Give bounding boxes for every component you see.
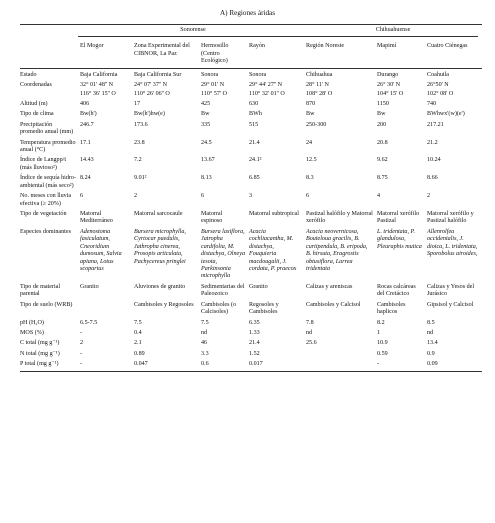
table-cell: nd [306, 329, 313, 336]
table-cell: 7.8 [306, 319, 314, 326]
site-header: Región Noreste [304, 39, 375, 68]
table-cell: 26°50' N [427, 82, 449, 89]
table-cell: Matorral sarcocaule [134, 211, 183, 218]
table-cell: Baja California Sur [134, 71, 182, 78]
table-cell: 23.8 [134, 139, 145, 146]
table-cell: 20.8 [377, 139, 388, 146]
table-cell: Matorral xerófilo y Pastizal halófilo [427, 211, 474, 225]
table-cell: 10.9 [377, 340, 388, 347]
table-cell: 26° 30' N [377, 82, 401, 89]
table-row [20, 119, 482, 137]
table-cell: 13.67 [201, 157, 215, 164]
table-cell: 108° 28' O [306, 90, 333, 97]
table-cell: Matorral espinoso [201, 211, 223, 225]
table-cell: nd [201, 329, 208, 336]
table-cell: - [80, 350, 83, 357]
table-cell: 8.24 [80, 175, 91, 182]
table-cell: 17.1 [80, 139, 91, 146]
species-text: Bursera microphylla, Cyrtocar paedulis, Jathropha cinerea, Prosopis articulata, Pachycereus pringlei [134, 228, 186, 265]
table-cell: 24° 07' 37'' N [134, 82, 167, 89]
table-cell: BWh [249, 111, 262, 118]
table-cell [304, 226, 375, 281]
row-label: P total (mg g⁻¹) [20, 358, 78, 371]
table-cell: 1.52 [249, 350, 260, 357]
table-row [20, 79, 482, 89]
table-cell: 8.75 [377, 175, 388, 182]
table-cell: Matorral Mediterráneo [80, 211, 113, 225]
row-label [20, 90, 78, 98]
table-row [20, 337, 482, 347]
table-cell: 8.2 [377, 319, 385, 326]
table-cell: 8.66 [427, 175, 438, 182]
table-row [20, 137, 482, 155]
table-cell: 6 [201, 193, 205, 200]
table-cell: 28° 11' N [306, 82, 329, 89]
table-cell: 29° 44' 27'' N [249, 82, 282, 89]
table-cell: Bw [306, 111, 315, 118]
table-cell: 8.5 [427, 319, 435, 326]
row-label: MOS (%) [20, 329, 44, 336]
table-cell: Bw(h')hw(e) [134, 111, 165, 118]
table-cell: nd [427, 329, 434, 336]
row-label: Coordenadas [20, 82, 52, 89]
table-cell: 32° 01' 48'' N [80, 82, 113, 89]
table-cell: - [375, 358, 425, 371]
table-cell: 246.7 [80, 121, 94, 128]
table-cell: 2.1 [134, 340, 142, 347]
table-cell: 21.2 [427, 139, 438, 146]
table-cell: 1150 [377, 100, 389, 107]
table-cell: 110° 57' O [201, 90, 227, 97]
table-cell: Pastizal halófilo y Matorral xerófilo [306, 211, 373, 225]
table-cell: 3.3 [201, 350, 209, 357]
table-cell: 630 [249, 100, 259, 107]
table-row [20, 208, 482, 226]
table-cell: 173.6 [134, 121, 148, 128]
row-label: pH (H₂O) [20, 319, 44, 326]
table-cell: 250-300 [306, 121, 327, 128]
table-cell: 12.5 [306, 157, 317, 164]
table-cell: 6.35 [249, 319, 260, 326]
table-cell: 200 [377, 121, 387, 128]
table-cell: Calizas y Yesos del Jurásico [427, 283, 475, 298]
table-cell [132, 226, 199, 281]
row-label: Especies dominantes [20, 228, 71, 235]
table-cell: 406 [80, 100, 90, 107]
row-label: Temperatura promedio anual (°C) [20, 139, 76, 154]
table-row [20, 348, 482, 358]
table-cell: 1.33 [249, 329, 260, 336]
table-cell: Cambisoles (o Calcisoles) [201, 301, 237, 316]
table-cell: 110° 32' 01'' O [249, 90, 285, 97]
species-text: Adenostoma fasiculatum, Cneoridium dumosum, Salvia apiana, Lotus scoparius [80, 228, 122, 272]
table-cell: 14.43 [80, 157, 94, 164]
table-cell: Matorral xerófilo Pastizal [377, 211, 420, 225]
species-text: Bursera laxiflora, Jatropha cardifolia, M. distachya, Olneya tesota, Parkinsonia microphylla [201, 228, 245, 280]
row-label: Tipo de suelo (WRB) [20, 301, 73, 308]
table-row [20, 98, 482, 108]
table-cell: 0.047 [132, 358, 199, 371]
row-label: Tipo de material parental [20, 283, 61, 298]
table-cell: Coahuila [427, 71, 450, 78]
site-header: Hermosillo (Centro Ecológico) [199, 39, 247, 68]
row-label: N total (mg g⁻¹) [20, 350, 60, 357]
row-label: Precipitación promedio anual (mm) [20, 121, 74, 136]
table-cell: 3 [249, 193, 253, 200]
site-header: Rayón [247, 39, 304, 68]
table-row [20, 226, 482, 281]
row-label: Altitud (m) [20, 100, 48, 107]
table-cell: Sedimentarias del Paleozoico [201, 283, 245, 298]
table-cell: 24 [306, 139, 313, 146]
table-cell: 6 [80, 193, 84, 200]
table-row [20, 154, 482, 172]
row-label: Tipo de clima [20, 111, 54, 118]
row-label: Estado [20, 71, 37, 78]
table-cell [304, 358, 375, 371]
table-cell: 4 [377, 193, 381, 200]
table-cell: 24.5 [201, 139, 212, 146]
group-sonorense: Sonorense [78, 27, 308, 37]
table-cell: 0.89 [134, 350, 145, 357]
table-cell: 9.01² [134, 175, 147, 182]
table-cell: - [78, 358, 132, 371]
table-cell: Cambisoles y Regosoles [134, 301, 194, 308]
table-cell: 0.017 [247, 358, 304, 371]
site-header: Cuatro Ciénegas [425, 39, 482, 68]
table-cell: 7.2 [134, 157, 142, 164]
table-cell: 46 [201, 340, 208, 347]
site-header-row [20, 39, 482, 68]
table-cell: 217.21 [427, 121, 444, 128]
table-cell: 102° 08' O [427, 90, 454, 97]
species-text: Allenrolfea occidentalis, J. dioica, L. tridentata, Sporobolus airoides, [427, 228, 478, 258]
table-cell: 6.5-7.5 [80, 319, 98, 326]
table-row [20, 281, 482, 299]
table-cell: 2 [427, 193, 431, 200]
species-text: Acacia cochliacantha, M. distachya, Fouquieria macdougalii, J. cordata, P. praecox [249, 228, 297, 272]
table-body [20, 68, 482, 371]
table-cell [199, 226, 247, 281]
table-cell: 2 [80, 340, 84, 347]
table-cell: 0.09 [425, 358, 482, 371]
table-cell: Bw(h') [80, 111, 97, 118]
row-label: Tipo de vegetación [20, 211, 67, 218]
table-cell: 17 [134, 100, 141, 107]
table-cell: 7.5 [201, 319, 209, 326]
table-cell: 21.4 [249, 139, 260, 146]
table-cell: Calizas y areniscas [306, 283, 353, 290]
table-cell [304, 348, 375, 358]
table-cell: Bw [377, 111, 386, 118]
row-label: C total (mg g⁻¹) [20, 340, 60, 347]
arid-regions-table [20, 24, 482, 372]
table-cell: 9.62 [377, 157, 388, 164]
table-cell: Baja California [80, 71, 118, 78]
table-cell [375, 226, 425, 281]
table-cell: Granito [80, 283, 99, 290]
table-cell: 10.24 [427, 157, 441, 164]
table-cell: 0.9 [427, 350, 435, 357]
species-text: L. tridentata, P. glandulosa, Pleuraphis mutica [377, 228, 422, 250]
table-cell: 110° 26' 06'' O [134, 90, 170, 97]
table-cell: Matorral subtropical [249, 211, 299, 218]
table-cell: Sonora [249, 71, 267, 78]
table-row [20, 299, 482, 317]
table-cell: Cambisoles haplicos [377, 301, 406, 316]
table-cell [247, 226, 304, 281]
table-cell: 25.6 [306, 340, 317, 347]
table-cell: Regosoles y Cambisoles [249, 301, 279, 316]
table-cell: Sonora [201, 71, 219, 78]
table-cell: 1 [377, 329, 381, 336]
table-cell: 116° 36' 15'' O [80, 90, 116, 97]
table-cell: 425 [201, 100, 211, 107]
table-row [20, 172, 482, 190]
table-cell: 24.1² [249, 157, 262, 164]
table-row [20, 317, 482, 327]
table-cell [78, 299, 132, 317]
table-cell: 0.6 [199, 358, 247, 371]
table-cell [425, 226, 482, 281]
table-cell [78, 226, 132, 281]
table-cell: 6.85 [249, 175, 260, 182]
site-header: El Mogor [78, 39, 132, 68]
table-cell: 2 [134, 193, 138, 200]
table-cell: 0.59 [377, 350, 388, 357]
row-label: No. meses con lluvia efectiva (≥ 20%) [20, 193, 72, 207]
table-cell: 0.4 [134, 329, 142, 336]
table-cell: 7.5 [134, 319, 142, 326]
table-cell: 29° 01' N [201, 82, 225, 89]
group-chihuahuense: Chihuahuense [308, 27, 478, 37]
group-header-row [20, 25, 482, 40]
table-cell: Durango [377, 71, 399, 78]
table-cell: - [80, 329, 83, 336]
table-cell: Granito [249, 283, 268, 290]
table-cell: Chihuahua [306, 71, 333, 78]
table-cell: Gipsisol y Calcisol [427, 301, 474, 308]
table-cell: BWhwx'(w)(e') [427, 111, 465, 118]
table-cell: 104° 15' O [377, 90, 404, 97]
row-label: Índice de Langpp/t (más lluvioso²) [20, 157, 67, 171]
table-cell: 21.4 [249, 340, 260, 347]
species-text: Acacia neovernicosa, Bouteloua gracilis, B. curtipendula, B. eripoda, B. hirsuta, Eragrostis obtusiflora, Larrea tridentata [306, 228, 368, 272]
table-row [20, 358, 482, 371]
table-cell: Rocas calcáreas del Cretácico [377, 283, 416, 298]
table-cell: Cambisoles y Calcisol [306, 301, 361, 308]
table-row [20, 108, 482, 118]
table-cell: 870 [306, 100, 316, 107]
table-cell: 6 [306, 193, 310, 200]
table-cell: 335 [201, 121, 211, 128]
table-cell: 515 [249, 121, 259, 128]
table-cell: 8.13 [201, 175, 212, 182]
row-label: Índice de sequía hidro-ambiental (más seco²) [20, 175, 77, 189]
table-row [20, 190, 482, 208]
table-caption: A) Regiones áridas [219, 9, 276, 17]
table-cell: Bw [201, 111, 210, 118]
table-cell: Aluviones de granito [134, 283, 186, 290]
table-cell: 8.3 [306, 175, 314, 182]
table-cell: 13.4 [427, 340, 438, 347]
site-header: Mapimí [375, 39, 425, 68]
table-cell: 740 [427, 100, 437, 107]
site-header: Zona Experimental del CIBNOR, La Paz [132, 39, 199, 68]
table-row [20, 68, 482, 79]
table-row [20, 90, 482, 98]
table-row [20, 327, 482, 337]
